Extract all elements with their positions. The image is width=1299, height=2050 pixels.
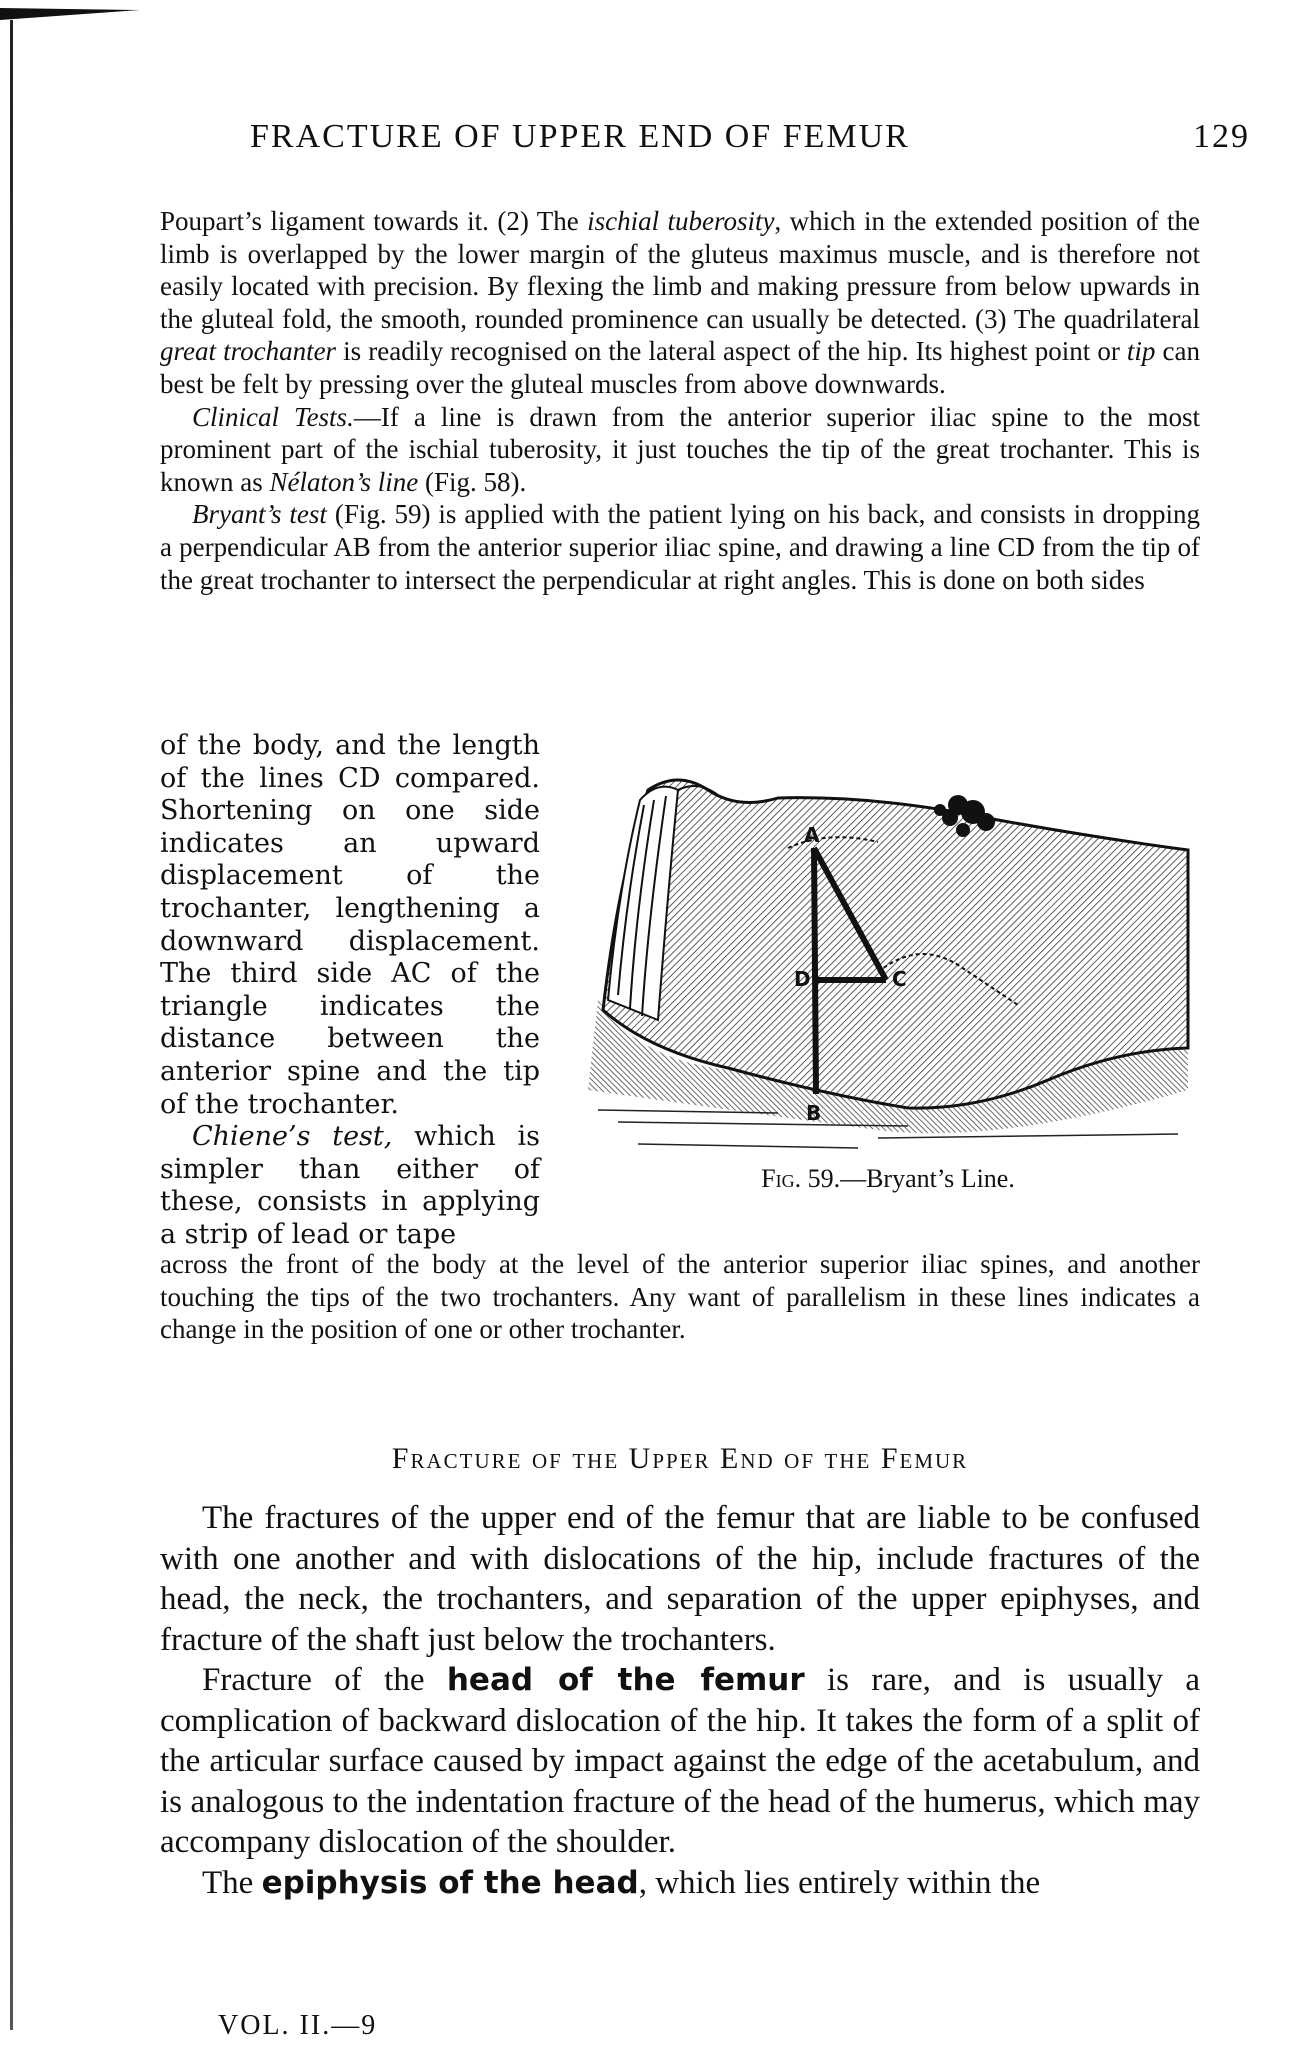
running-title: FRACTURE OF UPPER END OF FEMUR <box>250 118 910 155</box>
figure-caption <box>578 1164 1198 1194</box>
paragraph-bryants-test: Bryant’s test (Fig. 59) is applied with the patient lying on his back, and consists in dropping a perpendicular AB from the anterior superior iliac spine, and drawing a line CD from the tip of the great trochanter to intersect the perpendicular at right angles. This is done on both sides <box>160 499 1201 595</box>
binding-edge <box>10 20 13 2030</box>
page-number: 129 <box>1193 118 1250 155</box>
paragraph-chienes-continued: across the front of the body at the level of the anterior superior iliac spines, and another touching the tips of the two trochanters. Any want of parallelism in these lines indicates a change in the position of one or other trochanter. <box>160 1249 1200 1345</box>
paragraph-fractures-intro: The fractures of the upper end of the femur that are liable to be confused with one another and with dislocations of the hip, include fractures of the head, the neck, the trochanters, and separation of the upper epiphyses, and fracture of the shaft just below the trochanters. <box>160 1500 1200 1658</box>
paragraph-head-of-femur: Fracture of the head of the femur is rare, and is usually a complication of backward dislocation of the hip. It takes the form of a split of the articular surface caused by impact against the edge of the acetabulum, and is analogous to the indentation fracture of the head of the humerus, which may accompany dislocation of the shoulder. <box>160 1662 1200 1860</box>
bryants-line-illustration <box>578 750 1198 1160</box>
paragraph-landmarks: Poupart’s ligament towards it. (2) The ischial tuberosity, which in the extended position of the limb is overlapped by the lower margin of the gluteus maximus muscle, and is therefore not easily located with precision. By flexing the limb and making pressure from below upwards in the gluteal fold, the smooth, rounded prominence can usually be detected. (3) The quadrilateral great trochanter is readily recognised on the lateral aspect of the hip. Its highest point or tip can best be felt by pressing over the gluteal muscles from above downwards. <box>160 206 1200 399</box>
paragraph-bryants-continued: of the body, and the length of the lines CD compared. Shortening on one side indicates an upward displacement of the trochanter, lengthening a downward displacement. The third side AC of the triangle indicates the distance between the anterior spine and the tip of the trochanter. <box>160 730 540 1120</box>
perpendicular-ab <box>814 848 816 1094</box>
corner-mark <box>0 8 140 20</box>
paragraph-chienes-test: Chiene’s test, which is simpler than either of these, consists in applying a strip of lead or tape <box>160 1121 540 1250</box>
caption-label: Fig. 59. <box>761 1164 841 1193</box>
signature-mark: VOL. II.—9 <box>218 2010 378 2041</box>
section-text-block <box>160 1498 1200 1903</box>
label-d: D <box>794 967 811 991</box>
figure-59 <box>578 750 1198 1194</box>
caption-text: —Bryant’s Line. <box>840 1164 1015 1193</box>
label-c: C <box>892 967 907 991</box>
label-a: A <box>804 823 820 847</box>
after-figure-text <box>160 1248 1200 1346</box>
section-heading: Fracture of the Upper End of the Femur <box>391 1442 969 1475</box>
top-text-block <box>160 205 1200 596</box>
label-b: B <box>806 1101 822 1125</box>
paragraph-clinical-tests: Clinical Tests.—If a line is drawn from the anterior superior iliac spine to the most prominent part of the ischial tuberosity, it just touches the tip of the great trochanter. This is known as Nélaton’s line (Fig. 58). <box>160 401 1201 497</box>
paragraph-epiphysis: The epiphysis of the head, which lies entirely within the <box>202 1864 1041 1901</box>
running-head <box>250 118 1250 156</box>
narrow-text-column <box>160 730 540 1252</box>
